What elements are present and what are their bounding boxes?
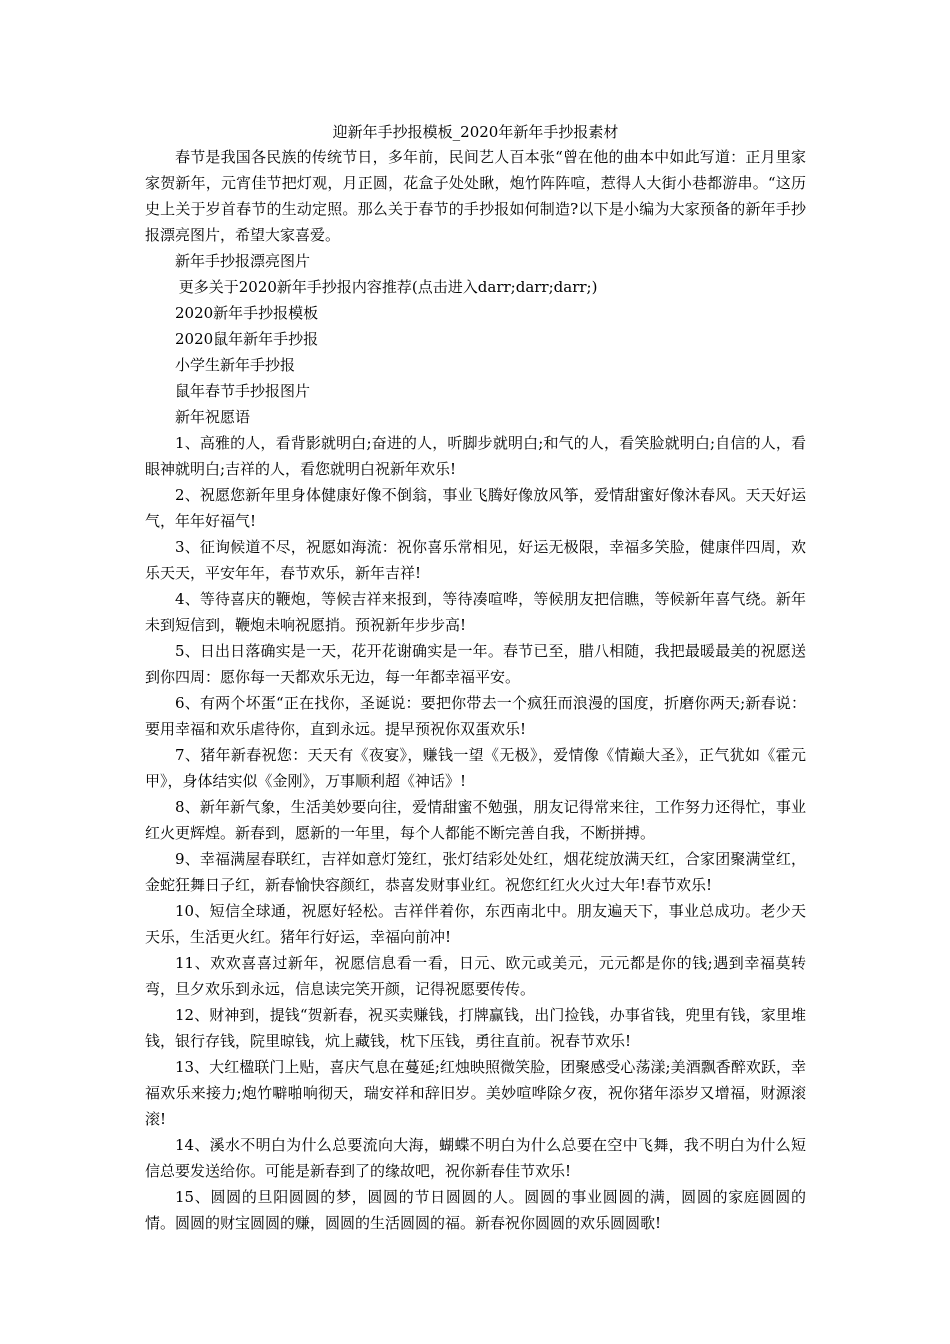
wish-paragraph: 6、有两个坏蛋“正在找你，圣诞说：要把你带去一个疯狂而浪漫的国度，折磨你两天;新春说：要用幸福和欢乐虐待你，直到永远。提早预祝你双蛋欢乐! — [145, 694, 806, 738]
wish-paragraph: 13、大红楹联门上贴，喜庆气息在蔓延;红烛映照微笑脸，团聚感受心荡漾;美酒飘香醉欢跃，幸福欢乐来接力;炮竹噼啪响彻天，瑞安祥和辞旧岁。美妙喧哗除夕夜，祝你猪年添岁又增福，财源滚滚! — [145, 1058, 806, 1128]
wish-paragraph: 14、溪水不明白为什么总要流向大海，蝴蝶不明白为什么总要在空中飞舞，我不明白为什么短信总要发送给你。可能是新春到了的缘故吧，祝你新春佳节欢乐! — [145, 1136, 806, 1180]
related-link[interactable]: 2020鼠年新年手抄报 — [175, 330, 319, 348]
related-link[interactable]: 小学生新年手抄报 — [175, 356, 296, 374]
wish-paragraph: 1、高雅的人，看背影就明白;奋进的人，听脚步就明白;和气的人，看笑脸就明白;自信的人，看眼神就明白;吉祥的人，看您就明白祝新年欢乐! — [145, 434, 806, 478]
wish-paragraph: 5、日出日落确实是一天，花开花谢确实是一年。春节已至，腊八相随，我把最暖最美的祝愿送到你四周：愿你每一天都欢乐无边，每一年都幸福平安。 — [145, 642, 806, 686]
wish-paragraph: 4、等待喜庆的鞭炮，等候吉祥来报到，等待凑喧哗，等候朋友把信瞧，等候新年喜气绕。新年未到短信到，鞭炮未响祝愿捎。预祝新年步步高! — [145, 590, 806, 634]
related-link[interactable]: 鼠年春节手抄报图片 — [175, 382, 311, 400]
image-caption: 新年手抄报漂亮图片 — [175, 252, 311, 270]
wish-paragraph: 2、祝愿您新年里身体健康好像不倒翁，事业飞腾好像放风筝，爱情甜蜜好像沐春风。天天好运气，年年好福气! — [145, 486, 806, 530]
more-heading: 更多关于2020新年手抄报内容推荐(点击进入darr;darr;darr;) — [178, 278, 598, 296]
document-body — [145, 120, 806, 1236]
wish-paragraph: 12、财神到，提钱“贺新春，祝买卖赚钱，打牌赢钱，出门捡钱，办事省钱，兜里有钱，家里堆钱，银行存钱，院里晾钱，炕上藏钱，枕下压钱，勇往直前。祝春节欢乐! — [145, 1006, 806, 1050]
wish-paragraph: 7、猪年新春祝您：天天有《夜宴》，赚钱一望《无极》，爱情像《情巅大圣》，正气犹如《霍元甲》，身体结实似《金刚》，万事顺利超《神话》! — [145, 746, 806, 790]
related-link[interactable]: 新年祝愿语 — [175, 408, 251, 426]
document-title: 迎新年手抄报模板_2020年新年手抄报素材 — [332, 123, 619, 141]
wish-paragraph: 10、短信全球通，祝愿好轻松。吉祥伴着你，东西南北中。朋友遍天下，事业总成功。老少天天乐，生活更火红。猪年行好运，幸福向前冲! — [145, 902, 806, 946]
wish-paragraph: 9、幸福满屋春联红，吉祥如意灯笼红，张灯结彩处处红，烟花绽放满天红，合家团聚满堂红，金蛇狂舞日子红，新春愉快容颜红，恭喜发财事业红。祝您红红火火过大年!春节欢乐! — [145, 850, 806, 894]
wish-paragraph: 8、新年新气象，生活美妙要向往，爱情甜蜜不勉强，朋友记得常来往，工作努力还得忙，事业红火更辉煌。新春到，愿新的一年里，每个人都能不断完善自我，不断拼搏。 — [145, 798, 806, 842]
wish-paragraph: 11、欢欢喜喜过新年，祝愿信息看一看，日元、欧元或美元，元元都是你的钱;遇到幸福莫转弯，旦夕欢乐到永远，信息读完笑开颜，记得祝愿要传传。 — [145, 954, 806, 998]
wish-paragraph: 3、征询候道不尽，祝愿如海流：祝你喜乐常相见，好运无极限，幸福多笑脸，健康伴四周，欢乐天天，平安年年，春节欢乐，新年吉祥! — [145, 538, 806, 582]
related-link[interactable]: 2020新年手抄报模板 — [175, 304, 319, 322]
intro-paragraph: 春节是我国各民族的传统节日，多年前，民间艺人百本张“曾在他的曲本中如此写道：正月里家家贺新年，元宵佳节把灯观，月正圆，花盒子处处瞅，炮竹阵阵喧，惹得人大街小巷都游串。“这历史上关于岁首春节的生动定照。那么关于春节的手抄报如何制造?以下是小编为大家预备的新年手抄报漂亮图片，希望大家喜爱。 — [145, 148, 806, 244]
wish-paragraph: 15、圆圆的旦阳圆圆的梦，圆圆的节日圆圆的人。圆圆的事业圆圆的满，圆圆的家庭圆圆的情。圆圆的财宝圆圆的赚，圆圆的生活圆圆的福。新春祝你圆圆的欢乐圆圆歌! — [145, 1188, 806, 1232]
